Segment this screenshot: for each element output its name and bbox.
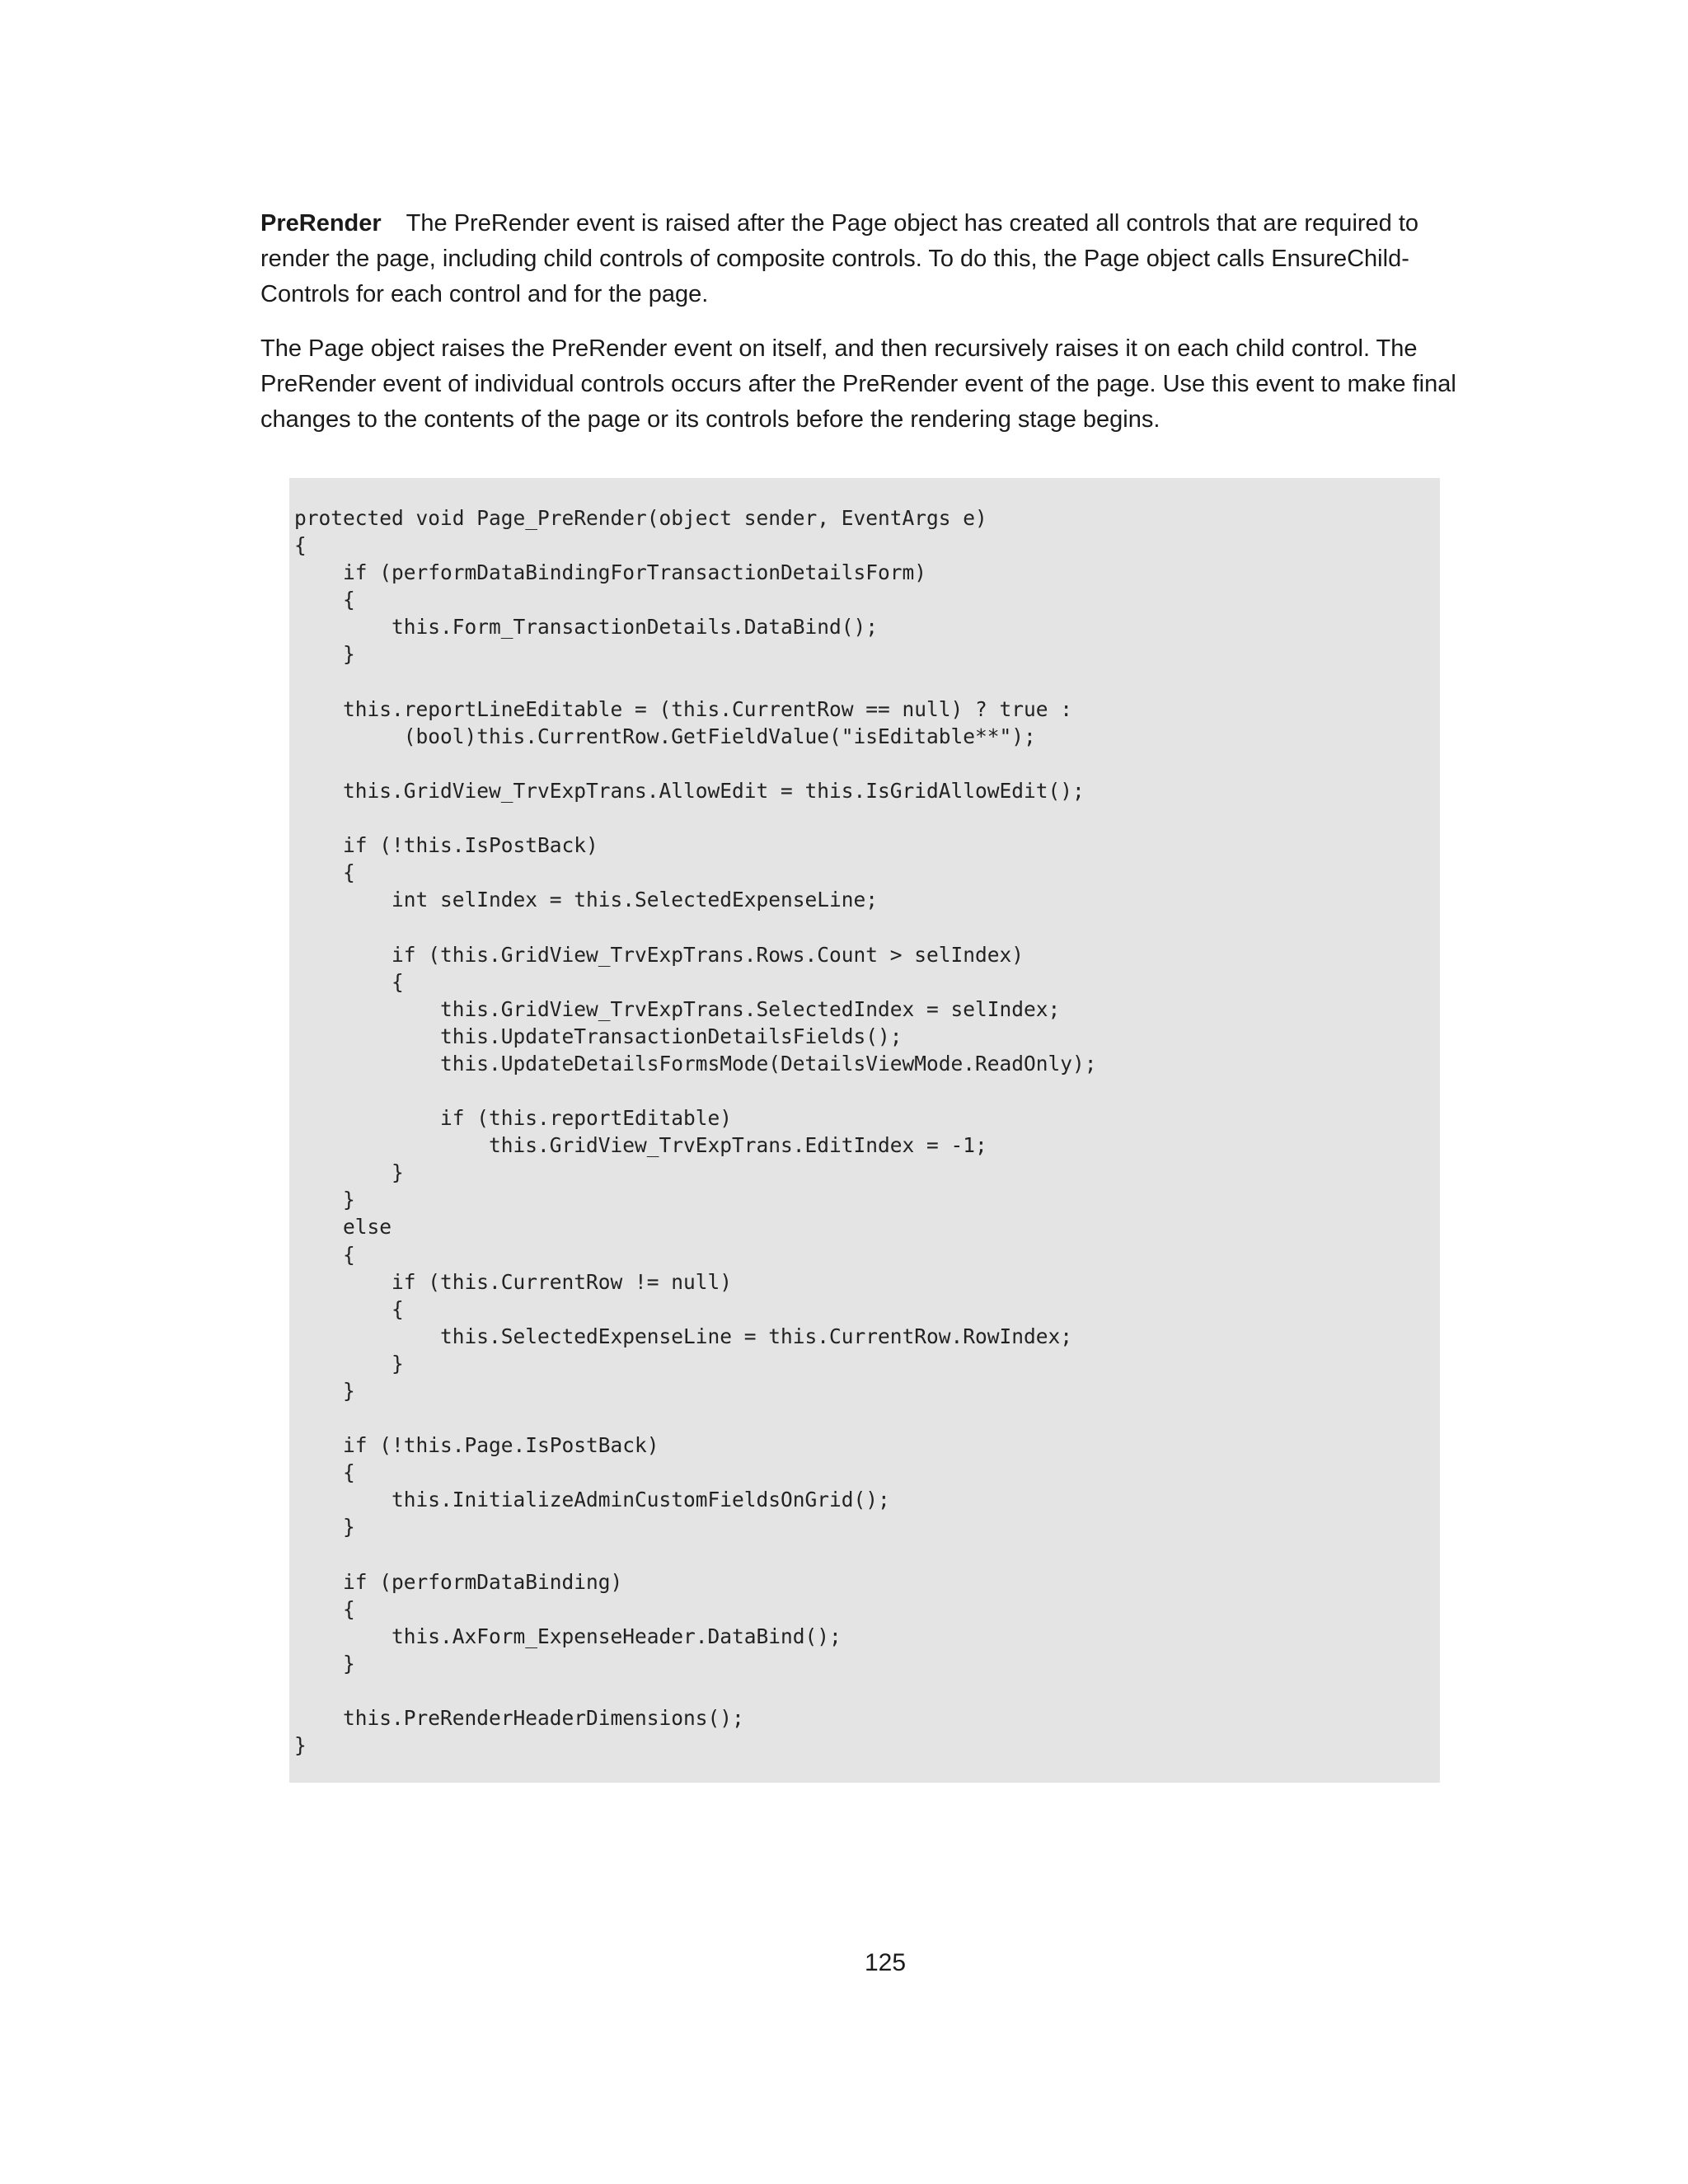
prerender-description: The PreRender event is raised after the Page object has created all controls that are required to render the page, including child controls of composite controls. To do this, the Page object calls EnsureChild-Controls for each control and for the page.	[260, 210, 1419, 307]
body-paragraph: The Page object raises the PreRender event on itself, and then recursively raises it on each child control. The PreRender event of individual controls occurs after the PreRender event of the page. Use this event to make final changes to the contents of the page or its controls before the rendering stage begins.	[260, 335, 1456, 433]
prerender-paragraph	[260, 206, 1464, 312]
code-text: protected void Page_PreRender(object sender, EventArgs e) { if (performDataBindingForTransactionDetailsForm) { this.Form_TransactionDetails.DataBind(); } this.reportLineEditable = (this.CurrentRow == null) ? true : (bool)this.CurrentRow.GetFieldValue("isEditable**"); this.GridView_TrvExpTrans.AllowEdit = this.IsGridAllowEdit(); if (!this.IsPostBack) { int selIndex = this.SelectedExpenseLine; if (this.GridView_TrvExpTrans.Rows.Count > selIndex) { this.GridView_TrvExpTrans.SelectedIndex = selIndex; this.UpdateTransactionDetailsFields(); this.UpdateDetailsFormsMode(DetailsViewMode.ReadOnly); if (this.reportEditable) this.GridView_TrvExpTrans.EditIndex = -1; } } else { if (this.CurrentRow != null) { this.SelectedExpenseLine = this.CurrentRow.RowIndex; } } if (!this.Page.IsPostBack) { this.InitializeAdminCustomFieldsOnGrid(); } if (performDataBinding) { this.AxForm_ExpenseHeader.DataBind(); } this.PreRenderHeaderDimensions(); }	[294, 506, 1097, 1758]
code-listing	[289, 478, 1440, 1783]
page-number: 125	[864, 1949, 907, 1976]
term-heading: PreRender	[260, 210, 382, 237]
